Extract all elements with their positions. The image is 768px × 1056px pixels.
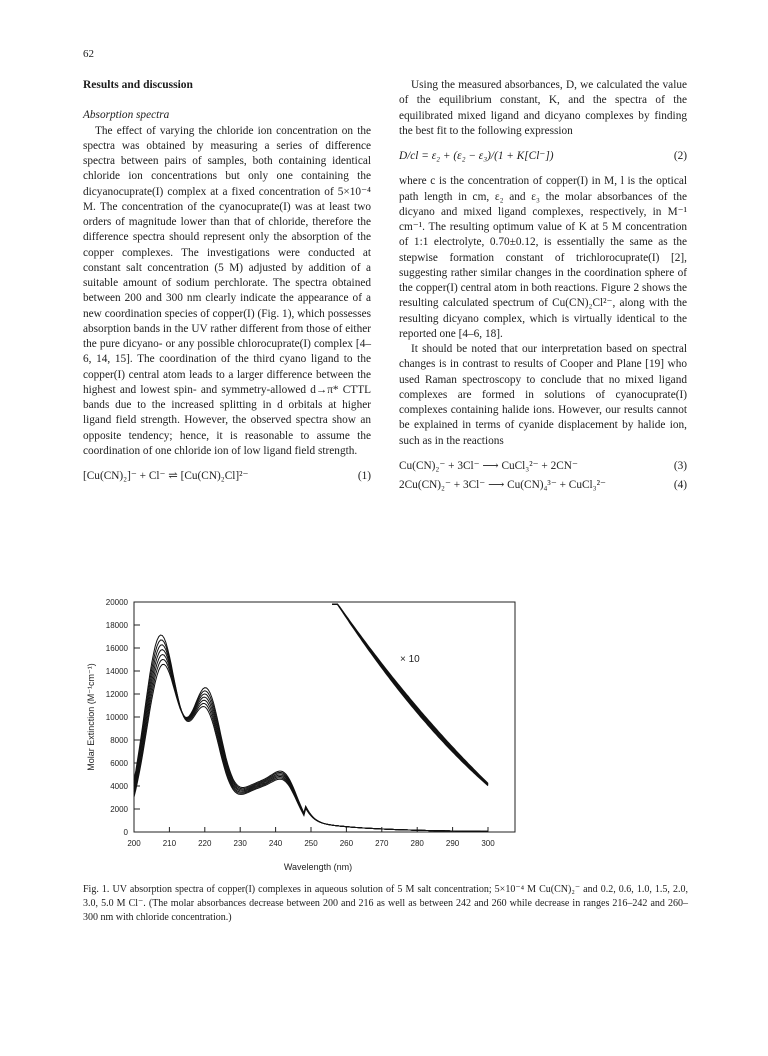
x-tick-label: 220 <box>198 839 212 848</box>
x-tick-label: 300 <box>481 839 495 848</box>
equation-2: D/cl = ε₂ + (ε₂ − ε₃)/(1 + K[Cl⁻]) <box>399 150 554 162</box>
spectrum-curve <box>134 655 488 832</box>
equation-4-number: (4) <box>673 479 687 491</box>
section-heading: Results and discussion <box>83 79 193 91</box>
x-axis-label: Wavelength (nm) <box>283 862 353 872</box>
x-tick-label: 260 <box>339 839 354 848</box>
y-axis <box>106 598 140 837</box>
equation-2-row <box>399 149 687 164</box>
equation-3-row <box>399 459 687 474</box>
right-column <box>399 78 687 493</box>
page-number: 62 <box>83 48 94 60</box>
y-tick-label: 6000 <box>110 759 128 768</box>
right-paragraph-3: It should be noted that our interpretation based on spectral changes is in contrast to results of Cooper and Plane [19] who used Raman spectroscopy to conclude that no mixed ligand complexes are formed in solutions of cyanocuprate(I) complexes containing halide ions. However, our results cannot be explained in terms of cyanide displacement by halide ion, such as in the reactions <box>399 343 687 447</box>
spectra-plot <box>80 592 540 882</box>
scale-annotation: × 10 <box>400 654 420 665</box>
equation-3: Cu(CN)₂⁻ + 3Cl⁻ ⟶ CuCl₃²⁻ + 2CN⁻ <box>399 459 578 472</box>
spectrum-curve <box>134 664 488 831</box>
equation-2-number: (2) <box>673 150 687 162</box>
figure-caption: Fig. 1. UV absorption spectra of copper(I) complexes in aqueous solution of 5 M salt concentration; 5×10⁻⁴ M Cu(CN)₂⁻ and 0.2, 0.6, 1.0, 1.5, 2.0, 3.0, 5.0 M Cl⁻. (The molar absorbances decrease between 200 and 216 as well as between 242 and 260 while decrease in ranges 216–242 and 260–300 nm with chloride concentration.) <box>83 884 688 923</box>
y-tick-label: 12000 <box>105 690 128 699</box>
equation-1: [Cu(CN)₂]⁻ + Cl⁻ ⇌ [Cu(CN)₂Cl]²⁻ <box>83 470 249 482</box>
spectrum-curve <box>134 640 488 831</box>
spectrum-curve <box>134 650 488 832</box>
x-tick-label: 280 <box>410 839 424 848</box>
x-tick-label: 250 <box>304 839 318 848</box>
y-tick-label: 10000 <box>105 713 128 722</box>
equation-4-row <box>399 478 687 493</box>
left-column <box>83 78 371 484</box>
y-tick-label: 0 <box>123 828 128 837</box>
y-tick-label: 8000 <box>110 736 128 745</box>
x-tick-label: 230 <box>233 839 247 848</box>
spectra-curves <box>134 604 488 831</box>
x-tick-label: 200 <box>127 839 141 848</box>
y-axis-label: Molar Extinction (M⁻¹cm⁻¹) <box>86 663 96 771</box>
y-tick-label: 14000 <box>105 667 128 676</box>
spectrum-curve <box>134 645 488 832</box>
y-tick-label: 16000 <box>105 644 128 653</box>
figure-1 <box>80 592 540 882</box>
equation-1-row <box>83 469 371 484</box>
x-tick-label: 210 <box>162 839 177 848</box>
equation-4: 2Cu(CN)₂⁻ + 3Cl⁻ ⟶ Cu(CN)₄³⁻ + CuCl₃²⁻ <box>399 479 606 491</box>
equation-3-number: (3) <box>673 459 687 472</box>
spectrum-curve <box>134 660 488 832</box>
x-tick-label: 240 <box>268 839 283 848</box>
left-paragraph-1: The effect of varying the chloride ion concentration on the spectra was obtained by measuring a series of difference spectra between pairs of samples, both containing identical chloride ion concentrations but only one containing the dicyanocuprate(I) complex at a fixed concentration of 5×10⁻⁴ M. The concentration of the cyanocuprate(I) was at least two orders of magnitude lower than that of chloride, therefore the difference spectra should represent only the absorption of the copper complexes. The investigations were conducted at constant salt concentration (5 M) adjusted by addition of a suitable amount of sodium perchlorate. The spectra obtained between 200 and 300 nm clearly indicate the appearance of a new coordination species of copper(I) (Fig. 1), which possesses absorption bands in the UV rather different from those of either the pure dicyano- or any possible chlorocuprate(I) complex [4–6, 14, 15]. The coordination of the third cyano ligand to the copper(I) central atom leads to a larger difference between the highest and lowest spin- and symmetry-allowed d→π* CTTL bands due to the increased splitting in d orbitals at higher ligand field strength. However, the observed spectra show an opposite tendency; hence, it is reasonable to assume the coordination of one chloride ion of low ligand field strength. <box>83 124 371 457</box>
spectrum-curve-x10 <box>332 604 488 785</box>
y-tick-label: 2000 <box>110 805 128 814</box>
y-tick-label: 20000 <box>105 598 128 607</box>
equation-1-number: (1) <box>357 470 371 482</box>
y-tick-label: 4000 <box>110 782 128 791</box>
x-axis <box>127 827 495 848</box>
right-paragraph-2: where c is the concentration of copper(I) in M, l is the optical path length in cm, ε₂ and ε₃ the molar absorbances of the dicyano and mixed ligand complexes, respectively, in M⁻¹ cm⁻¹. The resulting optimum value of K at 5 M concentration of 1:1 electrolyte, 0.70±0.12, is essentially the same as the stepwise formation constant of trichlorocuprate(I) [2], suggesting rather similar changes in the coordination sphere of the copper(I) central atom in both reactions. Figure 2 shows the resulting calculated spectrum of Cu(CN)₂Cl²⁻, along with the resulting dicyano complex, which is virtually identical to the reported one [4–6, 18]. <box>399 175 687 340</box>
right-paragraph-1: Using the measured absorbances, D, we calculated the value of the equilibrium constant, K, and the spectra of the equilibrated mixed ligand and dicyano complexes by finding the best fit to the following expression <box>399 79 687 137</box>
x-tick-label: 290 <box>445 839 460 848</box>
y-tick-label: 18000 <box>105 621 128 630</box>
x-tick-label: 270 <box>375 839 389 848</box>
subsection-heading: Absorption spectra <box>83 109 170 122</box>
